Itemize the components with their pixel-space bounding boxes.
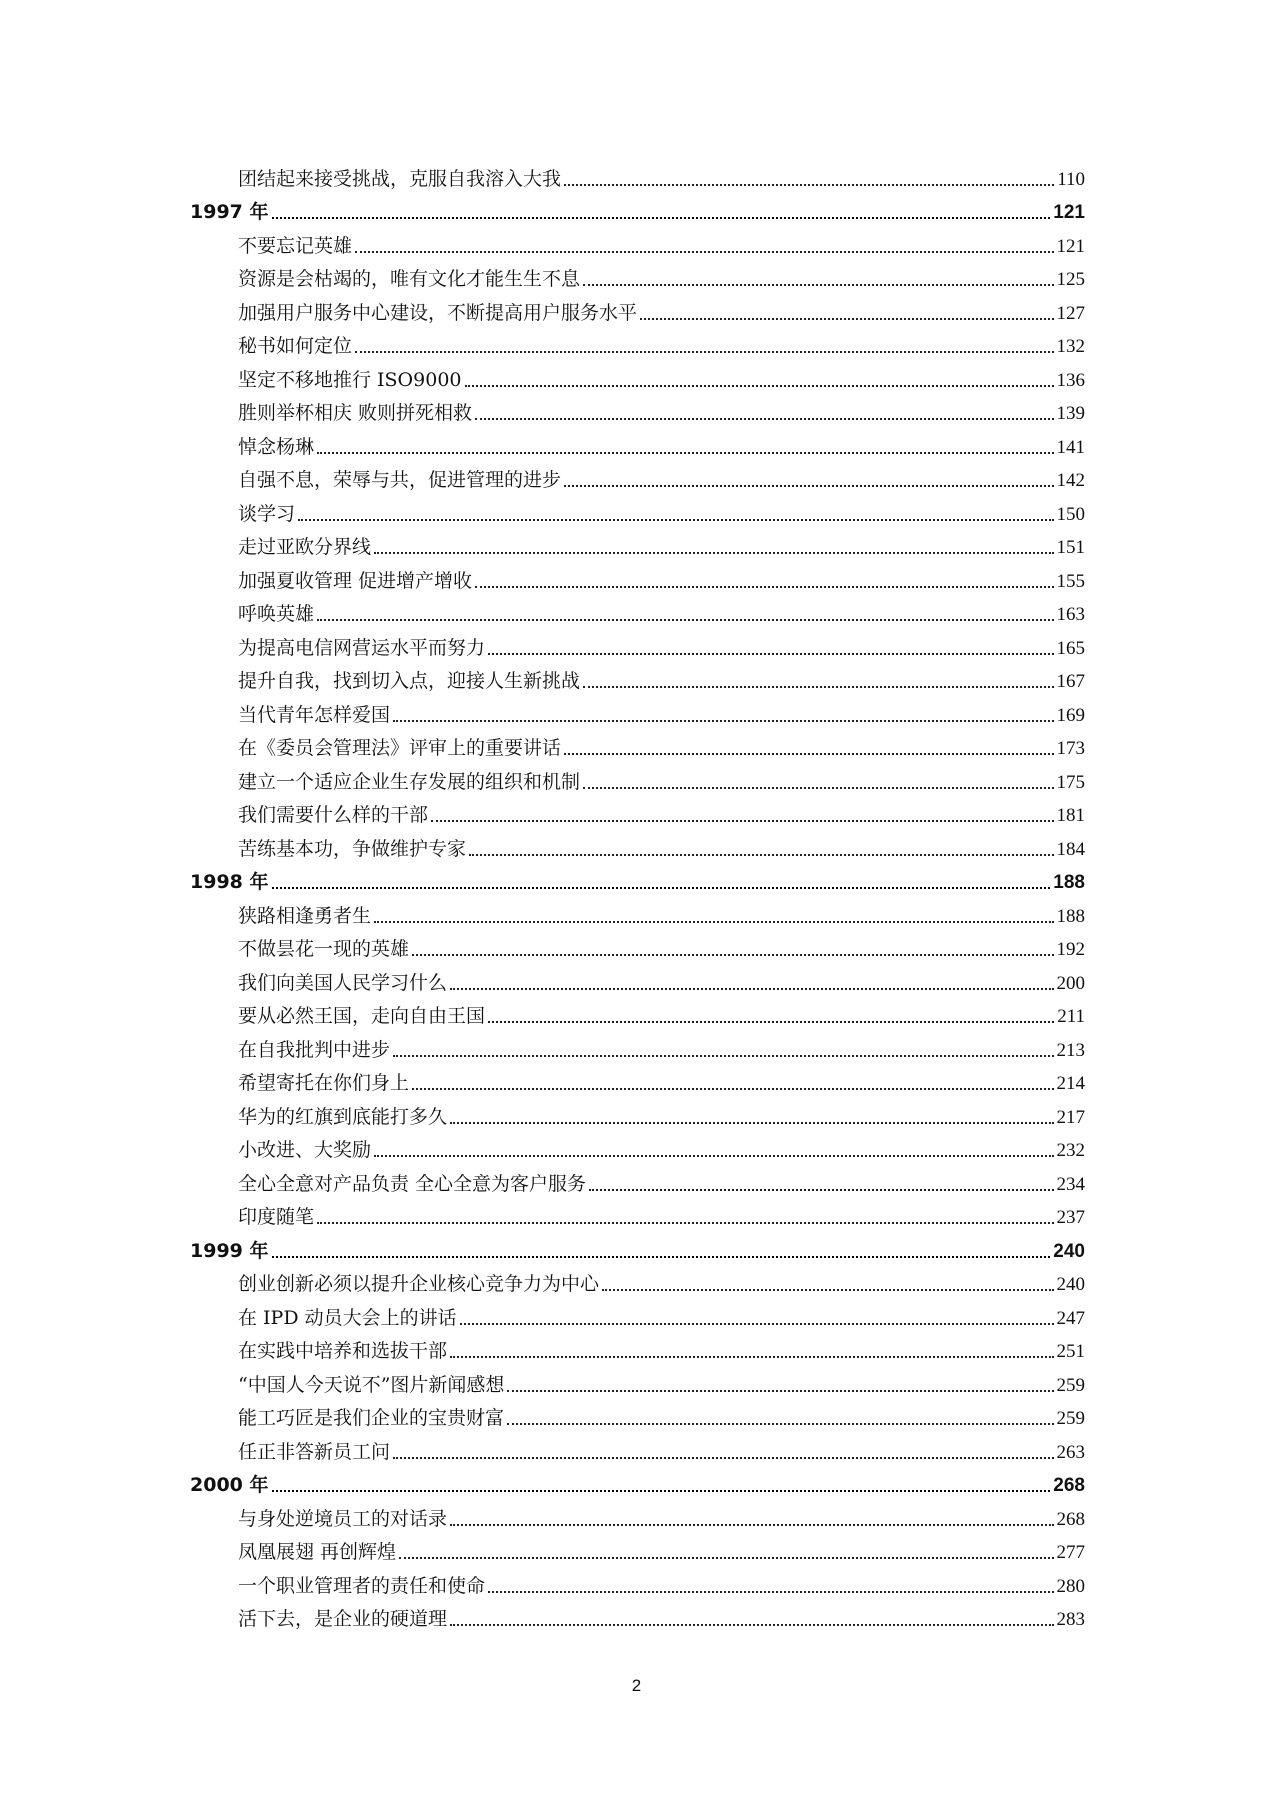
toc-page-number: 211 [1057, 1006, 1085, 1027]
dot-leader [272, 217, 1051, 219]
toc-entry-title: 希望寄托在你们身上 [238, 1072, 410, 1094]
toc-entry[interactable] [0, 1397, 1085, 1431]
toc-page-number: 139 [1056, 403, 1085, 424]
toc-page-number: 277 [1056, 1542, 1085, 1563]
toc-page-number: 234 [1056, 1173, 1085, 1195]
dot-leader [272, 1490, 1051, 1492]
toc-entry-title: 坚定不移地推行 ISO9000 [238, 368, 462, 391]
toc-page-number: 263 [1056, 1441, 1085, 1463]
dot-leader [488, 1021, 1054, 1023]
dot-leader [374, 1155, 1053, 1157]
toc-page-number: 110 [1057, 168, 1085, 190]
dot-leader [298, 519, 1053, 521]
toc-entry-title: 为提高电信网营运水平而努力 [238, 636, 486, 659]
toc-page-number: 121 [1053, 202, 1085, 223]
toc-entry[interactable] [0, 760, 1085, 794]
toc-entry[interactable] [0, 1129, 1085, 1163]
toc-entry-title: 一个职业管理者的责任和使命 [238, 1574, 486, 1597]
toc-entry[interactable] [0, 995, 1085, 1029]
toc-page-number: 217 [1056, 1106, 1085, 1128]
dot-leader [374, 921, 1053, 923]
toc-page-number: 141 [1056, 436, 1085, 458]
toc-year-title: 1999 年 [190, 1239, 269, 1262]
toc-entry-title: 在《委员会管理法》评审上的重要讲话 [238, 737, 562, 759]
toc-page-number: 150 [1056, 503, 1085, 525]
toc-page-number: 213 [1056, 1039, 1085, 1061]
toc-entry-title: 呼唤英雄 [238, 603, 315, 625]
toc-year-heading[interactable] [0, 861, 1085, 895]
toc-entry[interactable] [0, 291, 1085, 325]
toc-entry[interactable] [0, 1531, 1085, 1565]
toc-entry-title: 资源是会枯竭的，唯有文化才能生生不息 [238, 268, 581, 290]
toc-entry[interactable] [0, 961, 1085, 995]
toc-entry-title: 在 IPD 动员大会上的讲话 [238, 1306, 457, 1329]
toc-entry-title: 在实践中培养和选拔干部 [238, 1340, 448, 1362]
dot-leader [564, 184, 1054, 186]
dot-leader [450, 988, 1053, 990]
toc-page-number: 136 [1056, 369, 1085, 391]
toc-entry[interactable] [0, 626, 1085, 660]
toc-entry-title: 全心全意对产品负责 全心全意为客户服务 [238, 1172, 587, 1195]
toc-entry[interactable] [0, 1095, 1085, 1129]
toc-page-number: 240 [1053, 1240, 1085, 1262]
toc-entry[interactable] [0, 1598, 1085, 1632]
toc-entry[interactable] [0, 526, 1085, 560]
dot-leader [507, 1423, 1053, 1425]
toc-year-title: 2000 年 [190, 1474, 269, 1496]
toc-entry-title: 不要忘记英雄 [238, 234, 353, 257]
toc-page-number: 142 [1056, 470, 1085, 491]
toc-entry-title: “中国人今天说不”图片新闻感想 [238, 1373, 505, 1396]
toc-entry-title: 团结起来接受挑战，克服自我溶入大我 [238, 167, 562, 190]
toc-entry[interactable] [0, 1263, 1085, 1297]
dot-leader [412, 1088, 1053, 1090]
toc-entry[interactable] [0, 1062, 1085, 1096]
toc-entry[interactable] [0, 1330, 1085, 1364]
toc-page-number: 165 [1056, 637, 1085, 659]
toc-entry-title: 自强不息，荣辱与共，促进管理的进步 [238, 469, 562, 491]
toc-entry[interactable] [0, 258, 1085, 292]
toc-page-number: 121 [1056, 235, 1085, 257]
toc-entry[interactable] [0, 660, 1085, 694]
toc-page-number: 237 [1056, 1207, 1085, 1228]
toc-entry[interactable] [0, 593, 1085, 627]
toc-entry-title: 凤凰展翅 再创辉煌 [238, 1541, 397, 1563]
toc-entry-title: 创业创新必须以提升企业核心竞争力为中心 [238, 1273, 600, 1295]
dot-leader [317, 1222, 1053, 1224]
dot-leader [465, 385, 1054, 387]
toc-page-number: 268 [1053, 1475, 1085, 1496]
dot-leader [564, 753, 1053, 755]
dot-leader [393, 720, 1053, 722]
toc-page-number: 259 [1056, 1408, 1085, 1429]
toc-page-number: 184 [1056, 838, 1085, 860]
toc-page-number: 283 [1056, 1609, 1085, 1630]
toc-entry-title: 当代青年怎样爱国 [238, 703, 391, 726]
toc-entry[interactable] [0, 928, 1085, 962]
toc-entry-title: 华为的红旗到底能打多久 [238, 1105, 448, 1128]
toc-entry-title: 提升自我，找到切入点，迎接人生新挑战 [238, 670, 581, 692]
toc-page-number: 214 [1056, 1073, 1085, 1094]
toc-page-number: 163 [1056, 604, 1085, 625]
toc-entry-title: 加强用户服务中心建设，不断提高用户服务水平 [238, 301, 638, 324]
toc-page-number: 173 [1056, 738, 1085, 759]
toc-entry-title: 要从必然王国，走向自由王国 [238, 1005, 486, 1027]
toc-entry[interactable] [0, 559, 1085, 593]
toc-page-number: 155 [1056, 570, 1085, 592]
toc-page-number: 232 [1056, 1140, 1085, 1161]
toc-year-heading[interactable] [0, 191, 1085, 225]
toc-entry[interactable] [0, 358, 1085, 392]
toc-page-number: 251 [1056, 1341, 1085, 1362]
dot-leader [450, 1624, 1053, 1626]
toc-entry[interactable] [0, 827, 1085, 861]
dot-leader [583, 686, 1053, 688]
dot-leader [355, 351, 1053, 353]
toc-entry[interactable] [0, 425, 1085, 459]
toc-entry[interactable] [0, 1296, 1085, 1330]
toc-entry[interactable] [0, 392, 1085, 426]
toc-page-number: 132 [1056, 336, 1085, 357]
dot-leader [355, 251, 1053, 253]
table-of-contents [0, 157, 1273, 1631]
dot-leader [374, 552, 1053, 554]
toc-entry[interactable] [0, 1162, 1085, 1196]
toc-entry[interactable] [0, 1028, 1085, 1062]
toc-entry-title: 胜则举杯相庆 败则拼死相救 [238, 402, 473, 424]
toc-page-number: 192 [1056, 939, 1085, 960]
toc-entry[interactable] [0, 794, 1085, 828]
toc-entry-title: 谈学习 [238, 502, 296, 525]
toc-page-number: 125 [1056, 269, 1085, 290]
toc-entry[interactable] [0, 1497, 1085, 1531]
toc-entry-title: 我们向美国人民学习什么 [238, 971, 448, 994]
toc-page-number: 175 [1056, 771, 1085, 793]
toc-page-number: 259 [1056, 1374, 1085, 1396]
toc-entry-title: 印度随笔 [238, 1206, 315, 1228]
toc-page-number: 169 [1056, 704, 1085, 726]
toc-entry[interactable] [0, 325, 1085, 359]
dot-leader [431, 820, 1053, 822]
toc-page-number: 151 [1056, 537, 1085, 558]
toc-entry[interactable] [0, 157, 1085, 191]
toc-page-number: 167 [1056, 671, 1085, 692]
dot-leader [450, 1122, 1053, 1124]
toc-entry[interactable] [0, 1564, 1085, 1598]
dot-leader [583, 787, 1053, 789]
dot-leader [393, 1457, 1053, 1459]
toc-entry-title: 小改进、大奖励 [238, 1139, 372, 1161]
dot-leader [640, 318, 1053, 320]
dot-leader [399, 1557, 1053, 1559]
page-number: 2 [631, 1676, 642, 1695]
toc-entry[interactable] [0, 1196, 1085, 1230]
toc-entry[interactable] [0, 459, 1085, 493]
dot-leader [564, 485, 1053, 487]
dot-leader [317, 619, 1053, 621]
toc-page-number: 127 [1056, 302, 1085, 324]
toc-entry[interactable] [0, 224, 1085, 258]
toc-entry[interactable] [0, 1363, 1085, 1397]
toc-entry[interactable] [0, 693, 1085, 727]
toc-entry-title: 活下去，是企业的硬道理 [238, 1608, 448, 1630]
toc-page-number: 240 [1056, 1274, 1085, 1295]
toc-entry-title: 与身处逆境员工的对话录 [238, 1507, 448, 1530]
dot-leader [589, 1189, 1053, 1191]
toc-entry-title: 加强夏收管理 促进增产增收 [238, 569, 473, 592]
dot-leader [488, 653, 1053, 655]
toc-entry[interactable] [0, 492, 1085, 526]
dot-leader [272, 887, 1051, 889]
dot-leader [317, 452, 1053, 454]
dot-leader [450, 1524, 1053, 1526]
toc-entry-title: 悼念杨琳 [238, 435, 315, 458]
toc-page-number: 188 [1056, 905, 1085, 927]
toc-entry-title: 任正非答新员工问 [238, 1440, 391, 1463]
toc-page-number: 181 [1056, 805, 1085, 826]
toc-entry-title: 在自我批判中进步 [238, 1038, 391, 1061]
toc-entry-title: 能工巧匠是我们企业的宝贵财富 [238, 1407, 505, 1429]
dot-leader [460, 1323, 1054, 1325]
dot-leader [475, 418, 1053, 420]
dot-leader [488, 1591, 1053, 1593]
toc-page-number: 280 [1056, 1575, 1085, 1597]
toc-year-title: 1998 年 [190, 871, 269, 893]
toc-year-heading[interactable] [0, 1464, 1085, 1498]
toc-year-title: 1997 年 [190, 201, 269, 223]
toc-year-heading[interactable] [0, 1229, 1085, 1263]
toc-entry-title: 走过亚欧分界线 [238, 536, 372, 558]
toc-entry-title: 我们需要什么样的干部 [238, 804, 429, 826]
dot-leader [475, 586, 1053, 588]
toc-entry-title: 不做昙花一现的英雄 [238, 938, 410, 960]
toc-entry-title: 狭路相逢勇者生 [238, 904, 372, 927]
toc-page-number: 188 [1053, 872, 1085, 893]
dot-leader [602, 1289, 1053, 1291]
dot-leader [272, 1256, 1051, 1258]
toc-page-number: 247 [1056, 1307, 1085, 1329]
toc-entry-title: 秘书如何定位 [238, 335, 353, 357]
dot-leader [393, 1055, 1053, 1057]
dot-leader [450, 1356, 1053, 1358]
dot-leader [507, 1390, 1053, 1392]
toc-entry-title: 建立一个适应企业生存发展的组织和机制 [238, 770, 581, 793]
toc-entry[interactable] [0, 894, 1085, 928]
toc-page-number: 268 [1056, 1508, 1085, 1530]
toc-page-number: 200 [1056, 972, 1085, 994]
toc-entry[interactable] [0, 1430, 1085, 1464]
toc-entry[interactable] [0, 727, 1085, 761]
dot-leader [583, 284, 1053, 286]
dot-leader [469, 854, 1053, 856]
toc-entry-title: 苦练基本功，争做维护专家 [238, 837, 467, 860]
dot-leader [412, 954, 1053, 956]
